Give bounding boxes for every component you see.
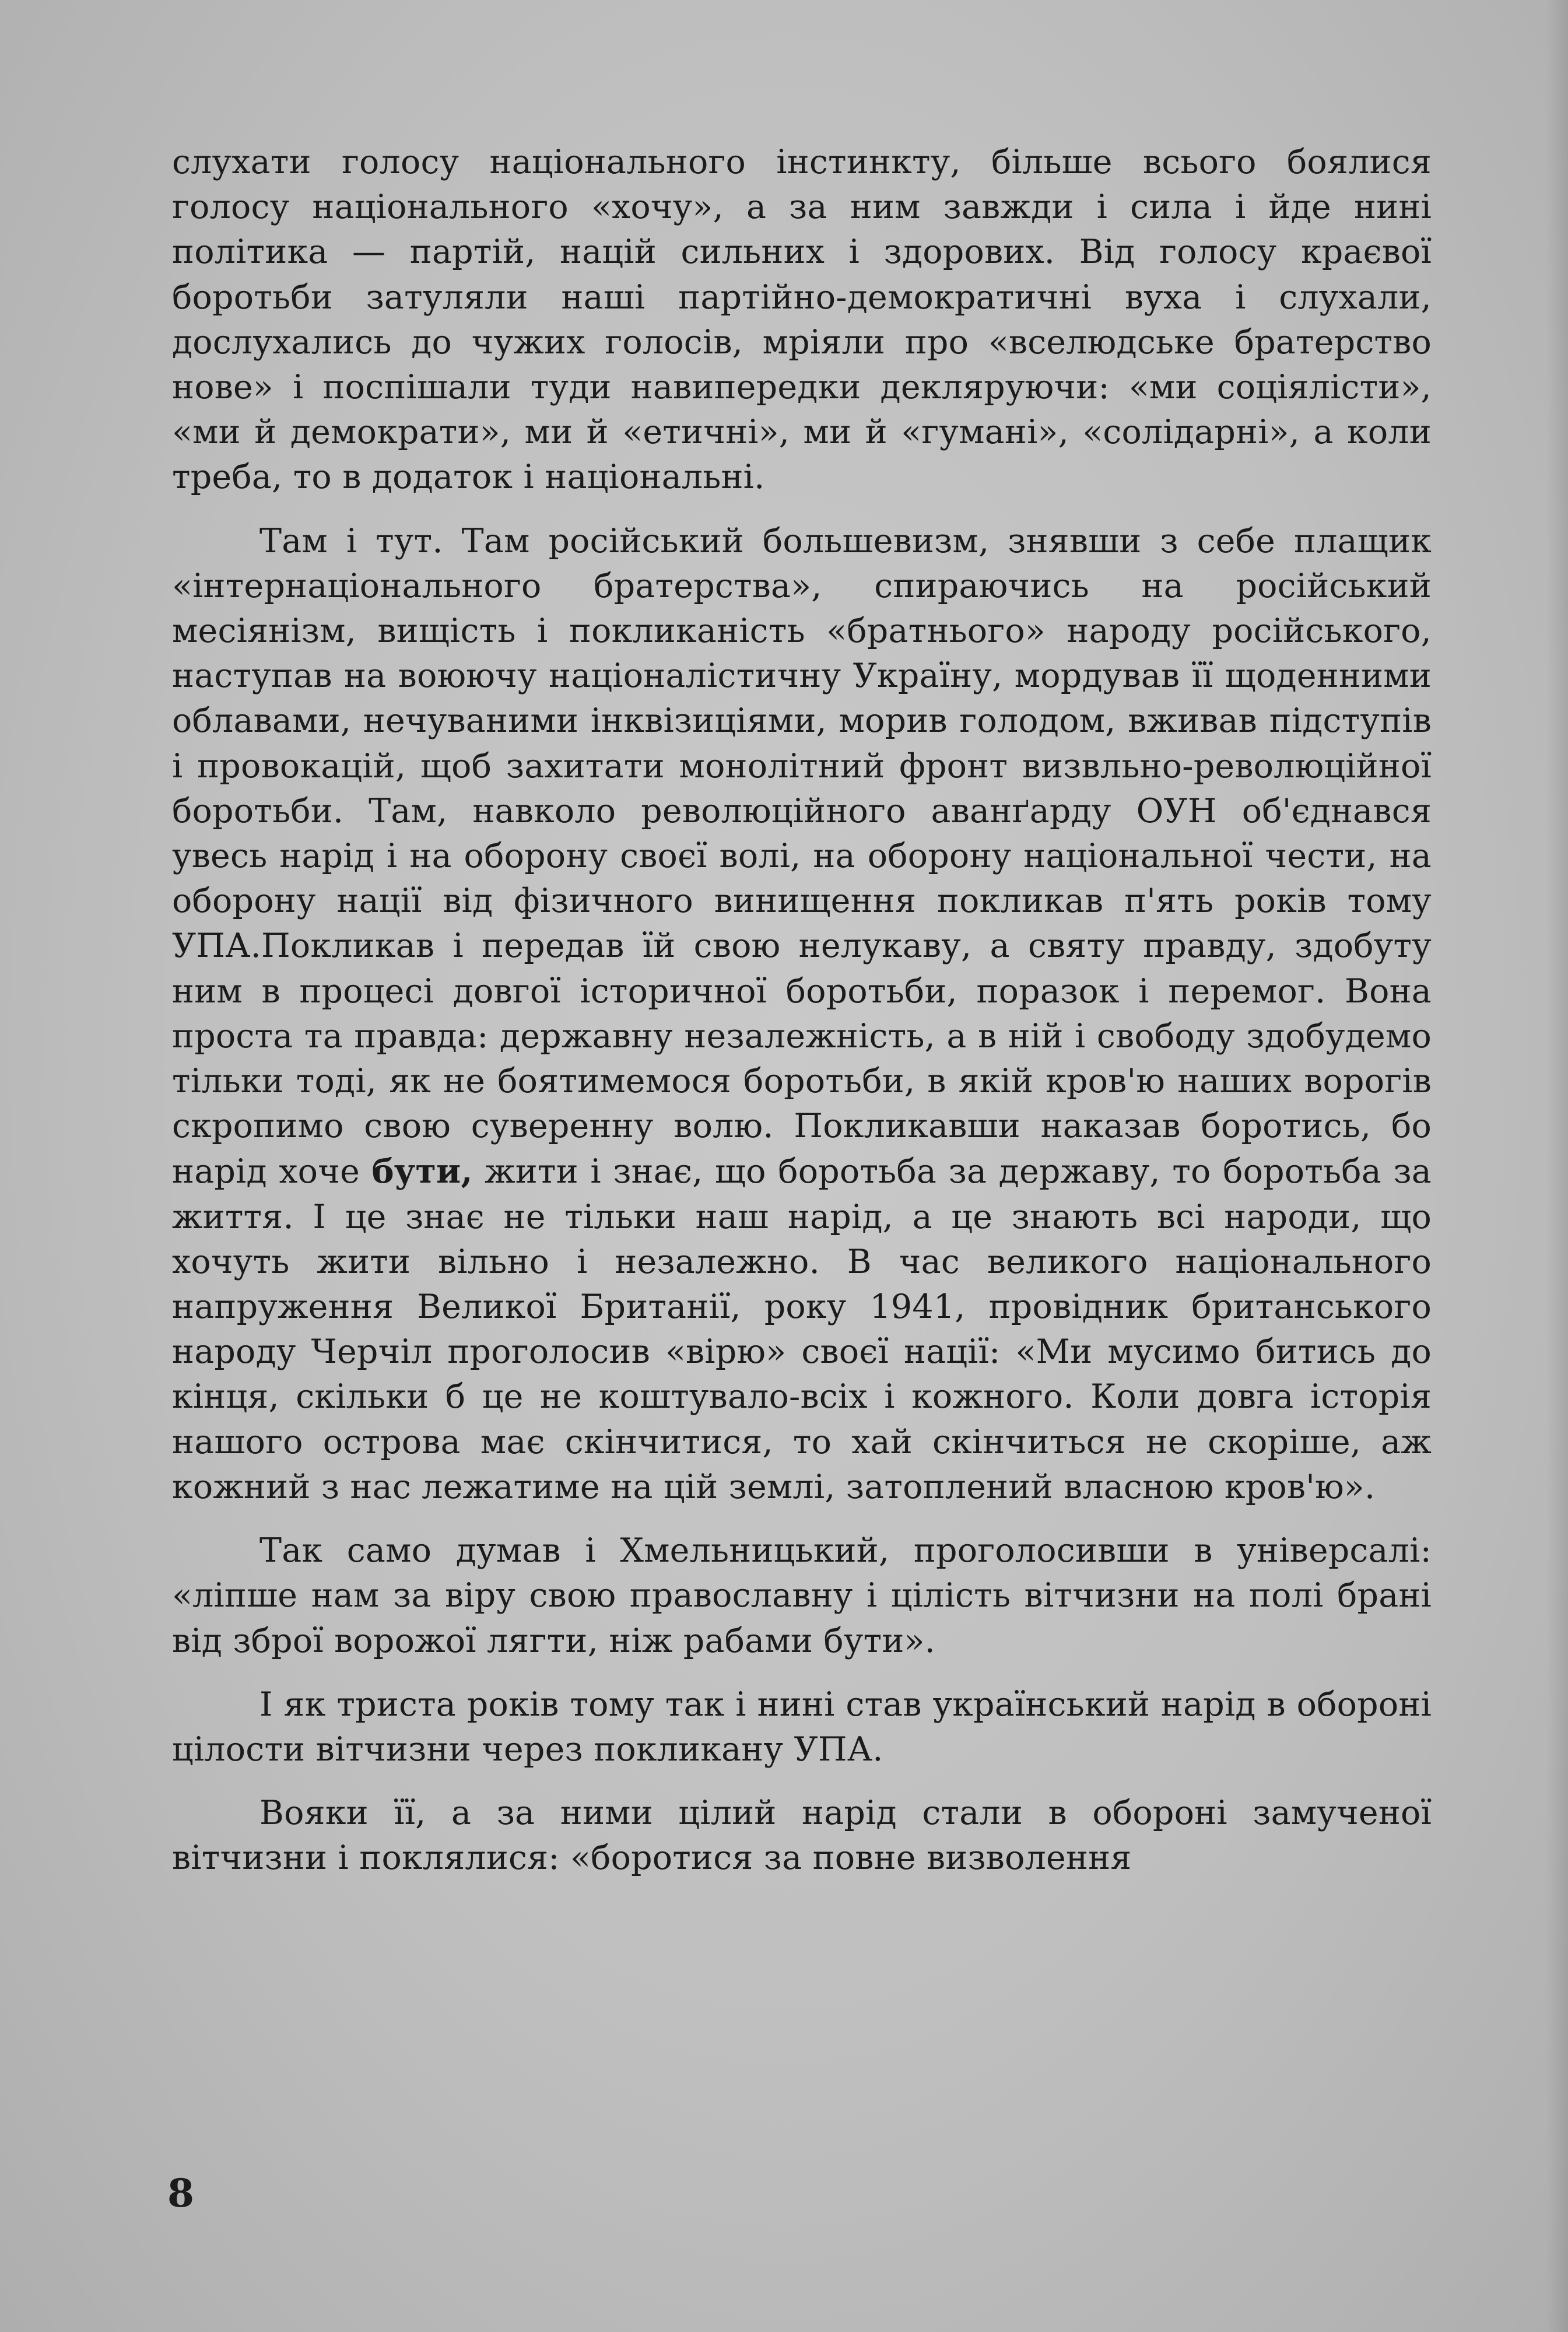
paragraph-5: Вояки її, а за ними цілий нарід стали в обороні замученої вітчизни і поклялися: «боротися за повне визволення (172, 1794, 1432, 1878)
paragraph-2-emphasis: бути, (371, 1152, 473, 1191)
page-edge-shadow (1546, 0, 1568, 2332)
paragraph-2-text-before: Там і тут. Там російський большевизм, знявши з себе плащик «інтернаціонального братерства», спираючись на російський месіянізм, вищість і покликаність «братнього» народу російського, наступав на воюючу націоналістичну Україну, мордував її щоденними облавами, нечуваними інквізиціями, морив голодом, вживав підступів і провокацій, щоб захитати монолітний фронт визвльно-революційної боротьби. Там, навколо революційного аванґарду ОУН об'єднався увесь нарід і на оборону своєї волі, на оборону національної чести, на оборону нації від фізичного винищення покликав п'ять років тому УПА.Покликав і передав їй свою нелукаву, а святу правду, здобуту ним в процесі довгої історичної боротьби, поразок і перемог. Вона проста та правда: державну незалежність, а в ній і свободу здобудемо тільки тоді, як не боятимемося боротьби, в якій кров'ю наших ворогів скропимо свою суверенну волю. Покликавши наказав боротись, бо нарід хоче (172, 521, 1432, 1191)
paragraph-4: І як триста років тому так і нині став український нарід в обороні цілости вітчизни через покликану УПА. (172, 1685, 1432, 1769)
page-number: 8 (167, 2170, 194, 2216)
paragraph-3: Так само думав і Хмельницький, проголосивши в універсалі: «ліпше нам за віру свою православну і цілість вітчизни на полі брані від зброї ворожої лягти, ніж рабами бути». (172, 1531, 1432, 1660)
paragraph-2-text-after: жити і знає, що боротьба за державу, то боротьба за життя. І це знає не тільки наш нарід, а це знають всі народи, що хочуть жити вільно і незалежно. В час великого національного напруження Великої Британії, року 1941, провідник британського народу Черчіл проголосив «вірю» своєї нації: «Ми мусимо битись до кінця, скільки б це не коштувало-всіх і кожного. Коли довга історія нашого острова має скінчитися, то хай скінчиться не скоріше, аж кожний з нас лежатиме на цій землі, затоплений власною кров'ю». (172, 1152, 1432, 1506)
paragraph-2 (172, 519, 1432, 1510)
body-text (172, 140, 1432, 1881)
paragraph-1: слухати голосу національного інстинкту, більше всього боялися голосу національного «хочу», а за ним завжди і сила і йде нині політика — партій, націй сильних і здорових. Від голосу краєвої боротьби затуляли наші партійно-демократичні вуха і слухали, дослухались до чужих голосів, мріяли про «вселюдське братерство нове» і поспішали туди навипередки декляруючи: «ми соціялісти», «ми й демократи», ми й «етичні», ми й «гумані», «солідарні», а коли треба, то в додаток і національні. (172, 143, 1432, 497)
